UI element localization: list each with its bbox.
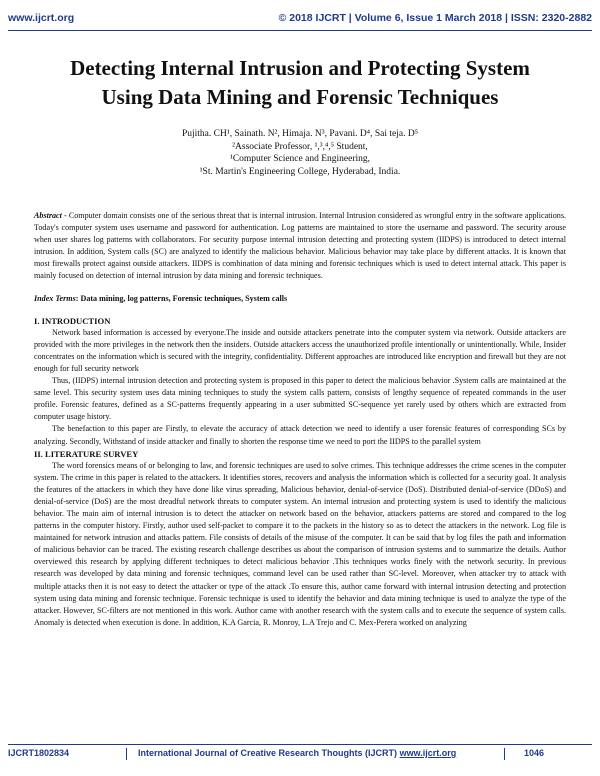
abstract [34, 210, 566, 283]
footer-page-number: 1046 [523, 748, 544, 758]
footer-url[interactable]: www.ijcrt.org [399, 748, 457, 758]
author-names: Pujitha. CH¹, Sainath. N², Himaja. N³, Pavani. D⁴, Sai teja. D⁵ [181, 129, 418, 139]
section-heading-literature-survey: II. LITERATURE SURVEY [34, 448, 139, 459]
footer-journal [138, 748, 456, 758]
footer-journal-name: International Journal of Creative Research Thoughts (IJCRT) [138, 748, 398, 758]
index-terms-label: Index Terms [34, 293, 76, 303]
paper-title [20, 54, 580, 112]
running-header [0, 12, 600, 28]
running-footer [8, 748, 592, 762]
index-terms-text: : Data mining, log patterns, Forensic techniques, System calls [75, 293, 288, 303]
index-terms [34, 293, 566, 305]
section-heading-introduction: I. INTRODUCTION [34, 315, 111, 326]
header-divider [8, 30, 592, 31]
abstract-text: - Computer domain consists one of the serious threat that is internal intrusion. Internal Intrusion considered as wrongful entry in the software applications. Today's computer system uses username and password for authentication. Log patterns are maintained to store the username and password. The security arouse when user shares log patterns with collaborators. For security purpose internal intrusion detecting and protecting system (IIDPS) is introduced to detect internal intrusion. In addition, System calls (SC) are analyzed to identify the malicious behavior. Malicious behavior may take place by different attacks. It is known that most firewalls protect against outside attackers. IIDPS is combination of data mining and forensic techniques which is used to detect internal attack. This paper is mainly focused on detection of internal intrusion by data mining and forensic techniques. [34, 211, 566, 281]
paper-body [34, 210, 566, 629]
introduction-paragraph-3: The benefaction to this paper are Firstly, to elevate the accuracy of attack detection we need to identify a user forensic features of corresponding SCs by analyzing. Secondly, Withstand of inside attacker and finally to shorten the response time we need to port the IIDPS to the parallel system [34, 424, 566, 446]
footer-article-id: IJCRT1802834 [8, 748, 70, 758]
footer-separator [504, 748, 505, 760]
abstract-label: Abstract [34, 211, 62, 220]
header-journal-meta: © 2018 IJCRT | Volume 6, Issue 1 March 2018 | ISSN: 2320-2882 [278, 12, 592, 24]
author-block [100, 128, 500, 178]
author-affiliation-3: ¹St. Martin's Engineering College, Hyderabad, India. [199, 166, 401, 177]
title-line-1: Detecting Internal Intrusion and Protecting System [70, 56, 530, 80]
title-line-2: Using Data Mining and Forensic Techniques [101, 85, 499, 109]
author-affiliation-1: ²Associate Professor, ¹,³,⁴,⁵ Student, [232, 141, 368, 152]
footer-divider [8, 744, 592, 745]
introduction-paragraph-1: Network based information is accessed by everyone.The inside and outside attackers penetrate into the computer system via network. Outside attackers are provided with the more privileges in the network then the insiders. Outside attackers access the unauthorized profile intentionally or unintentionally. While, Insider concentrates on the information which is secured with the integrity, confidentiality. Different approaches are introduced like encryption and firewall but they are not enough for full security network [34, 327, 566, 373]
author-affiliation-2: ¹Computer Science and Engineering, [229, 154, 371, 165]
footer-separator [126, 748, 127, 760]
literature-survey-paragraph: The word forensics means of or belonging to law, and forensic techniques are used to solve crimes. This technique addresses the crime scenes in the computer system. The crime in this paper is related to the attackers. It identifies stores, recovers and analysis the information which is collected for a security goal. It analysis the features of the attackers in which they have done like virus spreading, Malicious behavior, denial-of-service (DoS). Distributed denial-of-service (DDoS) and denial-of-service (DoS) are the most dreadful network threats to computer system. An internal intrusion and protecting system is used to identify the malicious behavior. The main aim of internal intrusion is to detect the attacker on network based on the behavior, attackers patterns are stored and compared to the log patterns in the computer history. Firstly, author used self-packet to compare it to the packets in the history so as to detect the attackers in the network. Log file is maintained for network intrusion and attacks pattern. File consists of details of the misuse of the computer. It can be said that by log files the path and information of malicious behavior can be traced. The existing research challenge describes us about the comparison of intrusion systems and to summarize the details. Author overviewed this research by applying different techniques to detect malicious behavior .This techniques works finely with the network security. In previous research was developed by data mining and forensic techniques, command level can be used rather than SC-level. Moreover, when attacker try to attack with multiple attacks then it is not easy to detect the attacker or type of the attack .To ensure this, author came forward with internal intrusion detecting and protection system using data mining and forensic technique. Forensic technique is used to identify the behavior and data mining technique is used to analyze the type of the attacker. However, SC-filters are not mentioned in this work. Author came with another research with the system calls and to execute the sequence of system calls. Anomaly is detected when execution is done. In addition, K.A Garcia, R. Monroy, L.A Trejo and C. Mex-Perera worked on analyzing [34, 460, 566, 627]
introduction-paragraph-2: Thus, (IIDPS) internal intrusion detection and protecting system is proposed in this paper to detect the malicious behavior .System calls are maintained at the same level. This security system uses data mining techniques to study the system calls pattern, consists of lengthy sequence of repeated commands in the user profile. Forensic features, defined as a SC-patterns frequently appearing in a user submitted SC-sequence yet rarely used by others which are extracted from computer usage history. [34, 376, 566, 422]
header-site[interactable]: www.ijcrt.org [8, 12, 75, 24]
